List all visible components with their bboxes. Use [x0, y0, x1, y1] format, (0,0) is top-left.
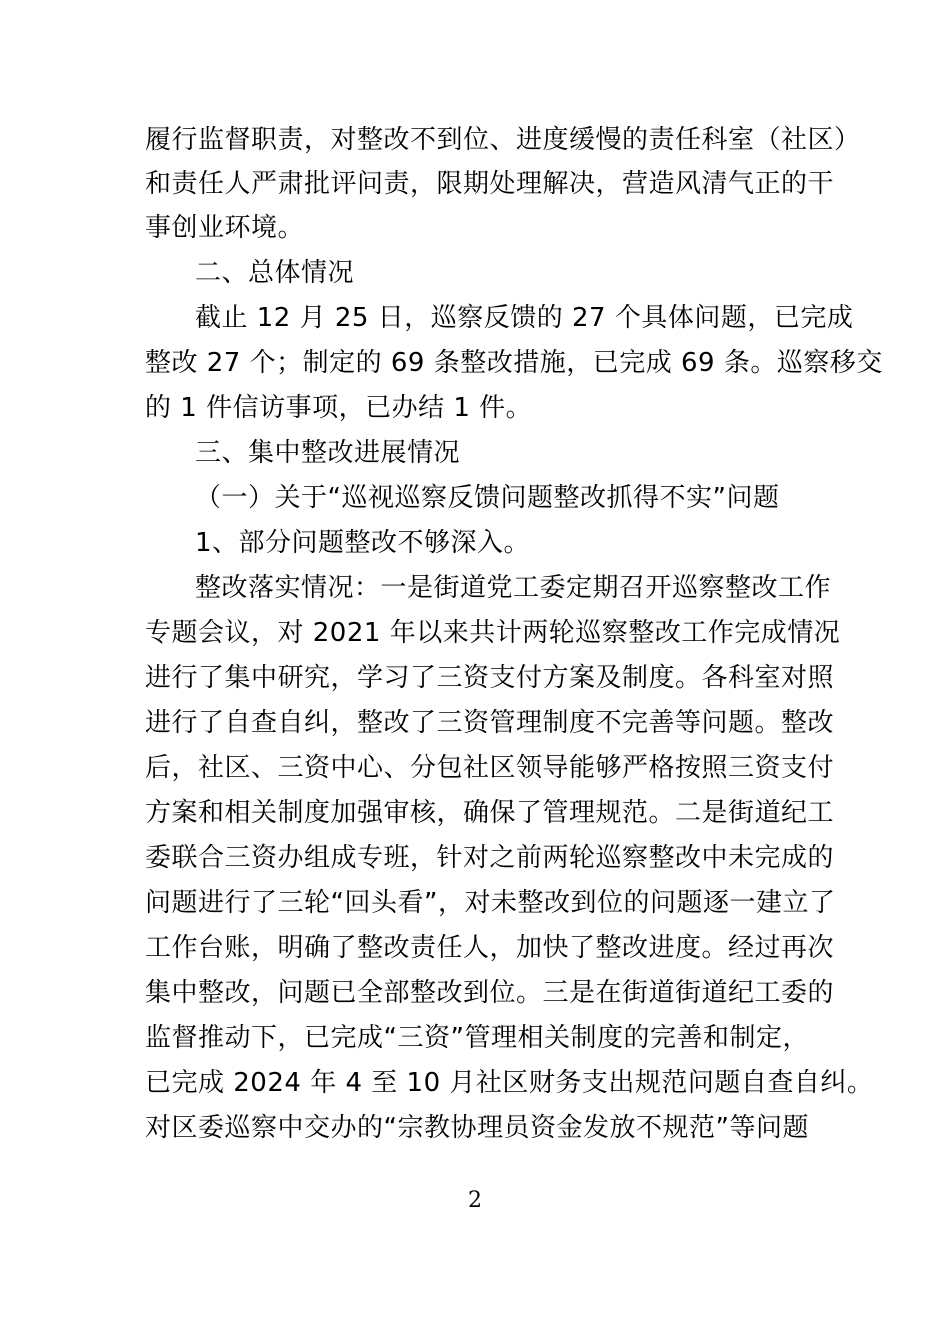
- page-number: 2: [468, 1188, 482, 1213]
- body-text-line: 进行了自查自纠，整改了三资管理制度不完善等问题。整改: [145, 708, 835, 738]
- body-text-line: 集中整改，问题已全部整改到位。三是在街道街道纪工委的: [145, 978, 835, 1008]
- body-text-line: 事创业环境。: [145, 213, 305, 243]
- body-text-line: 工作台账，明确了整改责任人，加快了整改进度。经过再次: [145, 933, 835, 963]
- body-text-line: 的 1 件信访事项，已办结 1 件。: [145, 393, 533, 423]
- body-text-line: 后，社区、三资中心、分包社区领导能够严格按照三资支付: [145, 753, 835, 783]
- body-text-line: 整改落实情况：一是街道党工委定期召开巡察整改工作: [195, 573, 832, 603]
- body-text-line: 整改 27 个；制定的 69 条整改措施，已完成 69 条。巡察移交: [145, 348, 883, 378]
- body-text-line: 已完成 2024 年 4 至 10 月社区财务支出规范问题自查自纠。: [145, 1068, 874, 1098]
- body-text-line: 监督推动下，已完成“三资”管理相关制度的完善和制定，: [145, 1023, 809, 1053]
- section-heading: 三、集中整改进展情况: [195, 438, 461, 468]
- body-text-line: 截止 12 月 25 日，巡察反馈的 27 个具体问题，已完成: [195, 303, 854, 333]
- body-text-line: 和责任人严肃批评问责，限期处理解决，营造风清气正的干: [145, 169, 835, 199]
- body-text-line: 对区委巡察中交办的“宗教协理员资金发放不规范”等问题: [145, 1113, 809, 1143]
- body-text-line: 履行监督职责，对整改不到位、进度缓慢的责任科室（社区）: [145, 125, 861, 155]
- body-text-line: 专题会议，对 2021 年以来共计两轮巡察整改工作完成情况: [145, 618, 841, 648]
- item-heading: 1、部分问题整改不够深入。: [195, 528, 531, 558]
- body-text-line: 进行了集中研究，学习了三资支付方案及制度。各科室对照: [145, 663, 835, 693]
- body-text-line: 方案和相关制度加强审核，确保了管理规范。二是街道纪工: [145, 798, 835, 828]
- section-heading: 二、总体情况: [195, 258, 355, 288]
- body-text-line: 委联合三资办组成专班，针对之前两轮巡察整改中未完成的: [145, 843, 835, 873]
- body-text-line: 问题进行了三轮“回头看”，对未整改到位的问题逐一建立了: [145, 888, 836, 918]
- subsection-heading: （一）关于“巡视巡察反馈问题整改抓得不实”问题: [195, 483, 780, 513]
